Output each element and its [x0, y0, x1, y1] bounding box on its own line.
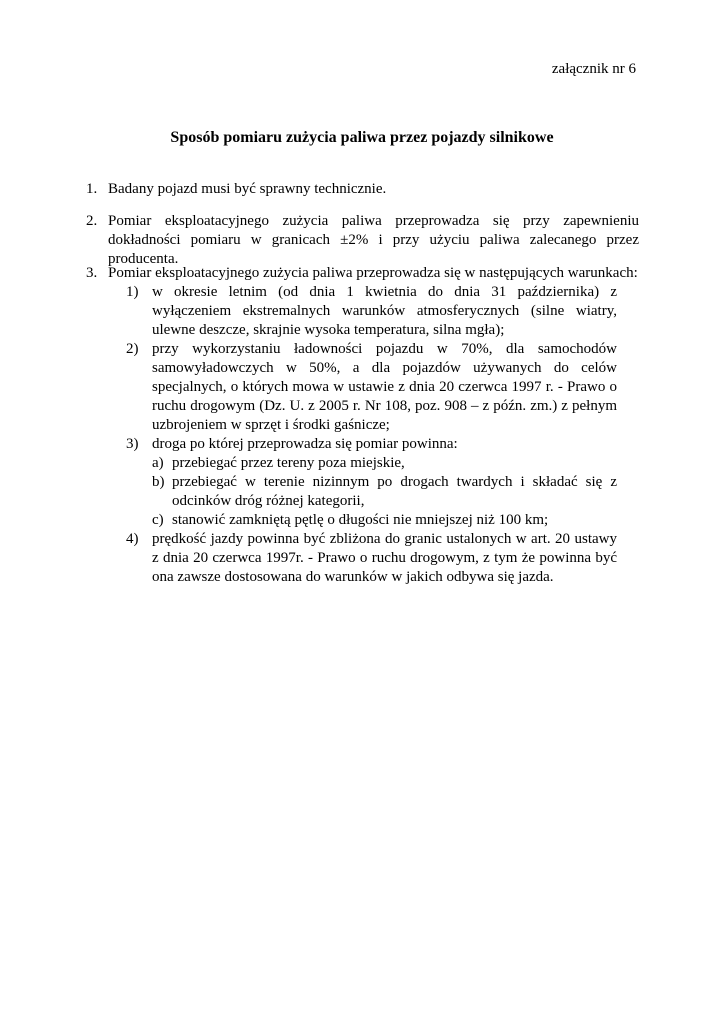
- letter-item-text: przebiegać w terenie nizinnym po drogach twardych i składać się z odcinków dróg różnej kategorii,: [172, 474, 617, 509]
- sub-item-1: [126, 283, 617, 340]
- sub-item-2: [126, 340, 617, 435]
- list-item-1: [86, 180, 639, 199]
- list-item-text: Pomiar eksploatacyjnego zużycia paliwa przeprowadza się przy zapewnieniu dokładności pomiaru w granicach ±2% i przy użyciu paliwa zalecanego przez producenta.: [108, 213, 639, 267]
- sub-item-number: 2): [126, 341, 139, 357]
- sub-item-3: [126, 435, 617, 454]
- list-item-3: [86, 264, 639, 587]
- list-item-number: 2.: [86, 213, 98, 229]
- document-title: Sposób pomiaru zużycia paliwa przez pojazdy silnikowe: [170, 129, 554, 146]
- letter-item-text: stanowić zamkniętą pętlę o długości nie mniejszej niż 100 km;: [172, 512, 549, 528]
- letter-item-text: przebiegać przez tereny poza miejskie,: [172, 455, 405, 471]
- sub-item-text: w okresie letnim (od dnia 1 kwietnia do dnia 31 października) z wyłączeniem ekstremalnych warunków atmosferycznych (silne wiatry, ulewne deszcze, skrajnie wysoka temperatura, silna mgła);: [152, 284, 617, 338]
- list-item-text: Badany pojazd musi być sprawny technicznie.: [108, 181, 387, 197]
- list-item-number: 1.: [86, 181, 98, 197]
- letter-item-marker: a): [152, 455, 164, 471]
- list-item-number: 3.: [86, 265, 98, 281]
- letter-item-c: [152, 511, 617, 530]
- sub-item-text: droga po której przeprowadza się pomiar powinna:: [152, 436, 458, 452]
- sub-item-number: 3): [126, 436, 139, 452]
- list-item-text: Pomiar eksploatacyjnego zużycia paliwa przeprowadza się w następujących warunkach:: [108, 265, 638, 281]
- annex-label: załącznik nr 6: [551, 61, 636, 77]
- letter-item-marker: c): [152, 512, 164, 528]
- list-item-2: [86, 212, 639, 269]
- letter-item-a: [152, 454, 617, 473]
- sub-item-number: 1): [126, 284, 139, 300]
- sub-item-text: przy wykorzystaniu ładowności pojazdu w 70%, dla samochodów samowyładowczych w 50%, a dla pojazdów używanych do celów specjalnych, o których mowa w ustawie z dnia 20 czerwca 1997 r. - Prawo o ruchu drogowym (Dz. U. z 2005 r. Nr 108, poz. 908 – z późn. zm.) z pełnym uzbrojeniem w sprzęt i środki gaśnicze;: [152, 341, 617, 433]
- sub-item-text: prędkość jazdy powinna być zbliżona do granic ustalonych w art. 20 ustawy z dnia 20 czerwca 1997r. - Prawo o ruchu drogowym, z tym że powinna być ona zawsze dostosowana do warunków w jakich odbywa się jazda.: [152, 531, 617, 585]
- letter-item-marker: b): [152, 474, 165, 490]
- letter-item-b: [152, 473, 617, 511]
- sub-item-number: 4): [126, 531, 139, 547]
- sub-item-4: [126, 530, 617, 587]
